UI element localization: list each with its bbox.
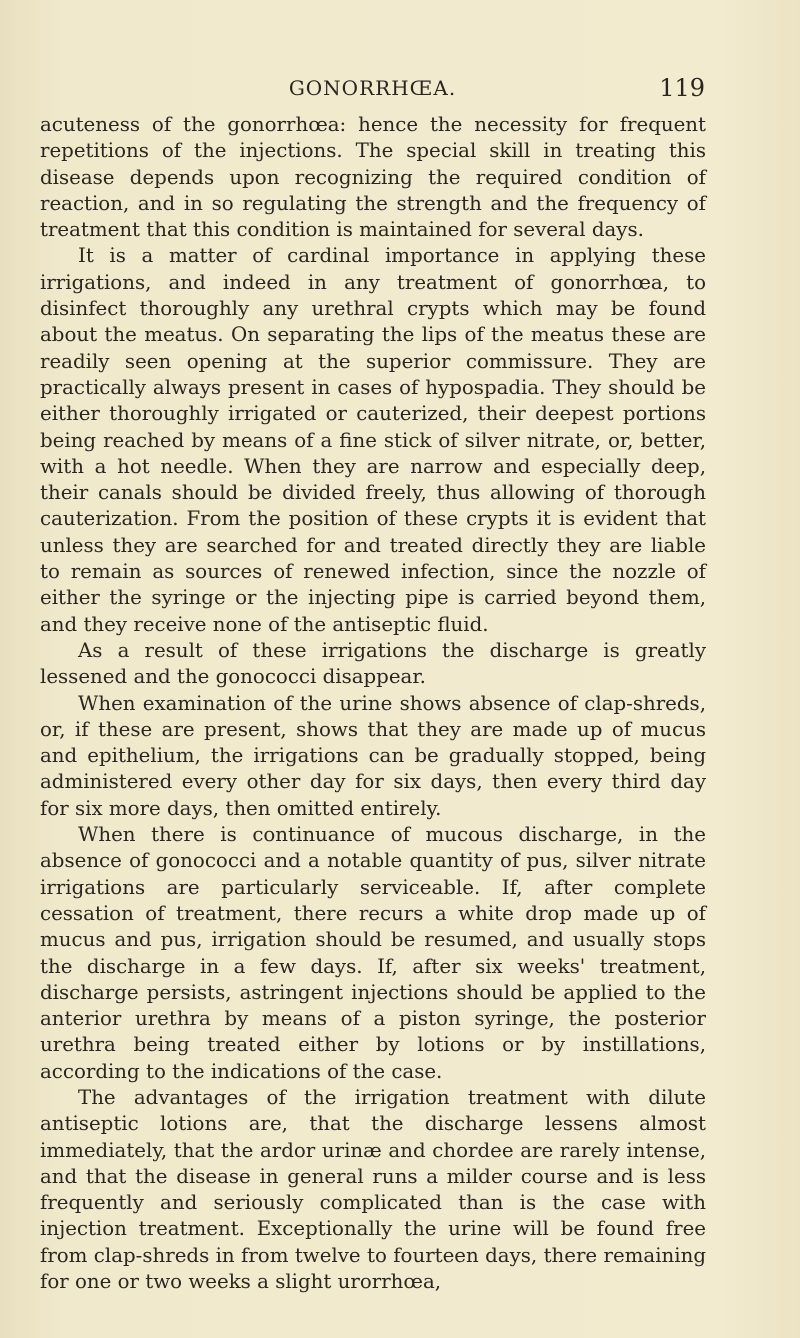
paragraph: As a result of these irrigations the discharge is greatly lessened and the gonococci disappear. <box>40 638 706 689</box>
page-number: 119 <box>659 74 705 102</box>
page-header <box>40 70 705 110</box>
paragraph: When examination of the urine shows absence of clap-shreds, or, if these are present, shows that they are made up of mucus and epithelium, the irrigations can be gradually stopped, being administered every other day for six days, then every third day for six more days, then omitted entirely. <box>40 691 706 820</box>
running-head: GONORRHŒA. <box>288 76 457 100</box>
paragraph: When there is continuance of mucous discharge, in the absence of gonococci and a notable quantity of pus, silver nitrate irrigations are particularly serviceable. If, after complete cessation of treatment, there recurs a white drop made up of mucus and pus, irrigation should be resumed, and usually stops the discharge in a few days. If, after six weeks' treatment, discharge persists, astringent injections should be applied to the anterior urethra by means of a piston syringe, the posterior urethra being treated either by lotions or by instillations, according to the indications of the case. <box>40 823 706 1083</box>
paragraph: It is a matter of cardinal importance in applying these irrigations, and indeed in any treatment of gonorrhœa, to disinfect thoroughly any urethral crypts which may be found about the meatus. On separating the lips of the meatus these are readily seen opening at the superior commissure. They are practically always present in cases of hypospadia. They should be either thoroughly irrigated or cauterized, their deepest portions being reached by means of a fine stick of silver nitrate, or, better, with a hot needle. When they are narrow and especially deep, their canals should be divided freely, thus allowing of thorough cauterization. From the position of these crypts it is evident that unless they are searched for and treated directly they are liable to remain as sources of renewed infection, since the nozzle of either the syringe or the injecting pipe is carried beyond them, and they receive none of the antiseptic fluid. <box>40 244 706 636</box>
paragraph: The advantages of the irrigation treatment with dilute antiseptic lotions are, that the discharge lessens almost immediately, that the ardor urinæ and chordee are rarely intense, and that the disease in general runs a milder course and is less frequently and seriously complicated than is the case with injection treatment. Exceptionally the urine will be found free from clap-shreds in from twelve to fourteen days, there remaining for one or two weeks a slight urorrhœa, <box>40 1085 706 1294</box>
paragraph: acuteness of the gonorrhœa: hence the necessity for frequent repetitions of the injections. The special skill in treating this disease depends upon recognizing the required condition of reaction, and in so regulating the strength and the frequency of treatment that this condition is maintained for several days. <box>40 113 706 242</box>
body-text <box>40 112 706 1295</box>
